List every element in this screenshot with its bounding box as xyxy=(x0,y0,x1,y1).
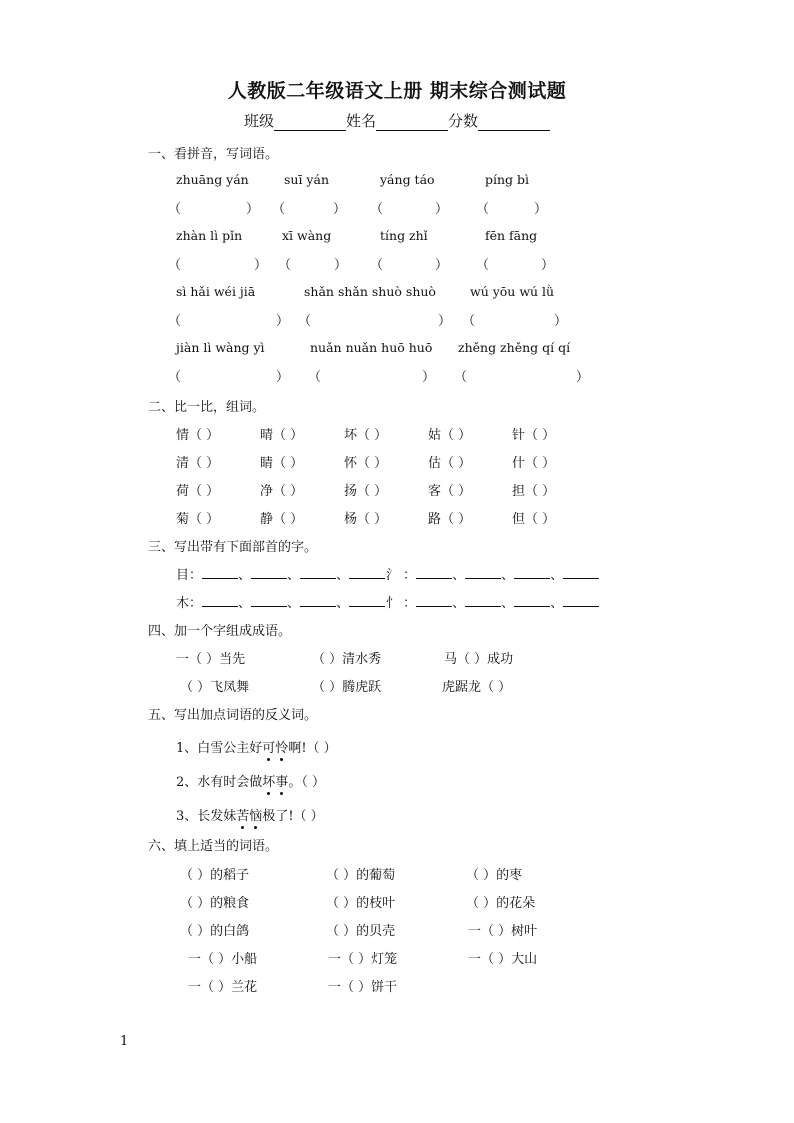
compare-item[interactable] xyxy=(176,508,219,527)
radical: 木 xyxy=(176,596,190,611)
pinyin: sì hǎi wéi jiā xyxy=(176,284,256,299)
answer-blank[interactable]: （ ） xyxy=(441,512,472,527)
fill-item[interactable]: （ ）的白鸽 xyxy=(180,924,250,939)
pinyin: zhěng zhěng qí qí xyxy=(458,340,571,355)
compare-char: 担 xyxy=(512,484,526,499)
answer-blank[interactable]: （ ） xyxy=(357,428,388,443)
score-blank[interactable] xyxy=(478,116,550,131)
compare-item[interactable] xyxy=(428,480,471,499)
answer-line[interactable] xyxy=(202,566,238,579)
fill-item[interactable]: （ ）的贝壳 xyxy=(326,924,396,939)
answer-line[interactable] xyxy=(300,566,336,579)
answer-line[interactable] xyxy=(251,566,287,579)
pinyin: xī wàng xyxy=(282,228,332,243)
compare-item[interactable] xyxy=(260,508,303,527)
name-blank[interactable] xyxy=(376,116,448,131)
answer-blank[interactable]: （ xyxy=(370,202,384,217)
answer-line[interactable] xyxy=(416,594,452,607)
compare-char: 姑 xyxy=(428,428,442,443)
answer-blank[interactable]: ） xyxy=(276,370,290,385)
idiom-item[interactable]: （ ）腾虎跃 xyxy=(312,680,382,695)
dotted-char: 可 xyxy=(262,741,276,756)
answer-line[interactable] xyxy=(514,566,550,579)
answer-line[interactable] xyxy=(349,594,385,607)
class-label: 班级 xyxy=(243,112,274,130)
dotted-char: 恼 xyxy=(249,809,263,824)
item-text: 。（ ） xyxy=(288,775,325,790)
answer-blank[interactable]: （ ） xyxy=(525,428,556,443)
compare-char: 菊 xyxy=(176,512,190,527)
answer-blank[interactable]: （ ） xyxy=(273,484,304,499)
compare-char: 清 xyxy=(176,456,190,471)
compare-item[interactable] xyxy=(176,424,219,443)
idiom-item[interactable]: （ ）飞凤舞 xyxy=(180,680,250,695)
radical: 氵 xyxy=(386,568,400,583)
item-text: 2、水有时会做 xyxy=(176,775,263,790)
pinyin: zhàn lì pǐn xyxy=(176,228,243,243)
answer-blank[interactable]: ） xyxy=(254,258,268,273)
answer-line[interactable] xyxy=(465,566,501,579)
answer-blank[interactable]: （ xyxy=(168,314,182,329)
radical-row: 氵 ： 、 、 、 xyxy=(386,564,599,583)
section-2-heading: 二、比一比，组词。 xyxy=(148,400,266,415)
fill-item[interactable]: 一（ ）大山 xyxy=(468,952,538,967)
item-text: 3、长发妹 xyxy=(176,809,237,824)
class-blank[interactable] xyxy=(274,116,346,131)
fill-item[interactable]: 一（ ）饼干 xyxy=(328,980,398,995)
idiom-item[interactable]: 虎踞龙（ ） xyxy=(442,680,512,695)
answer-blank[interactable]: （ xyxy=(462,314,476,329)
answer-blank[interactable]: （ ） xyxy=(273,512,304,527)
item-text: 极了!（ ） xyxy=(262,809,324,824)
radical-row: 忄 ： 、 、 、 xyxy=(386,592,599,611)
compare-item[interactable] xyxy=(344,480,387,499)
compare-char: 怀 xyxy=(344,456,358,471)
radical: 目 xyxy=(176,568,190,583)
pinyin: fēn fāng xyxy=(485,228,538,243)
pinyin: nuǎn nuǎn huō huō xyxy=(310,340,433,355)
answer-line[interactable] xyxy=(416,566,452,579)
dotted-char: 苦 xyxy=(236,809,250,824)
compare-char: 静 xyxy=(260,512,274,527)
answer-blank[interactable]: （ ） xyxy=(273,456,304,471)
compare-char: 杨 xyxy=(344,512,358,527)
answer-blank[interactable]: ） xyxy=(246,202,260,217)
page-title: 人教版二年级语文上册 期末综合测试题 xyxy=(227,80,567,102)
compare-char: 什 xyxy=(512,456,526,471)
answer-blank[interactable]: （ ） xyxy=(525,512,556,527)
fill-item[interactable]: 一（ ）小船 xyxy=(188,952,258,967)
answer-blank[interactable]: ） xyxy=(276,314,290,329)
fill-item[interactable]: （ ）的花朵 xyxy=(466,896,536,911)
answer-blank[interactable]: （ xyxy=(298,314,312,329)
radical: 忄 xyxy=(386,596,400,611)
answer-blank[interactable]: （ ） xyxy=(357,512,388,527)
score-label: 分数 xyxy=(448,112,479,130)
answer-line[interactable] xyxy=(349,566,385,579)
item-text: 啊!（ ） xyxy=(288,741,337,756)
answer-blank[interactable]: （ xyxy=(308,370,322,385)
answer-blank[interactable]: ） xyxy=(422,370,436,385)
answer-blank[interactable]: （ xyxy=(168,258,182,273)
answer-line[interactable] xyxy=(465,594,501,607)
answer-blank[interactable]: （ ） xyxy=(441,484,472,499)
compare-char: 晴 xyxy=(260,428,274,443)
compare-item[interactable] xyxy=(260,452,303,471)
answer-blank[interactable]: （ xyxy=(168,202,182,217)
item-text: 1、白雪公主好 xyxy=(176,741,263,756)
fill-item[interactable]: （ ）的粮食 xyxy=(180,896,250,911)
dotted-char: 坏 xyxy=(262,775,276,790)
pinyin: wú yōu wú lǜ xyxy=(470,284,555,299)
compare-char: 估 xyxy=(428,456,442,471)
compare-item[interactable] xyxy=(344,508,387,527)
compare-item[interactable] xyxy=(260,424,303,443)
idiom-item[interactable]: 马（ ）成功 xyxy=(444,652,514,667)
answer-line[interactable] xyxy=(514,594,550,607)
compare-char: 净 xyxy=(260,484,274,499)
fill-item[interactable]: 一（ ）树叶 xyxy=(468,924,538,939)
answer-blank[interactable]: （ ） xyxy=(441,428,472,443)
answer-blank[interactable]: ） xyxy=(438,314,452,329)
radical-row: 目： 、 、 、 xyxy=(176,564,385,583)
answer-blank[interactable]: （ ） xyxy=(273,428,304,443)
compare-char: 睛 xyxy=(260,456,274,471)
section-5-heading: 五、写出加点词语的反义词。 xyxy=(148,708,318,723)
section-6-heading: 六、填上适当的词语。 xyxy=(148,839,279,854)
answer-line[interactable] xyxy=(563,594,599,607)
answer-blank[interactable]: （ ） xyxy=(189,512,220,527)
antonym-item[interactable] xyxy=(176,737,337,756)
fill-item[interactable]: （ ）的稻子 xyxy=(180,868,250,883)
answer-blank[interactable]: （ ） xyxy=(189,484,220,499)
compare-item[interactable] xyxy=(428,508,471,527)
answer-line[interactable] xyxy=(202,594,238,607)
compare-item[interactable] xyxy=(176,452,219,471)
answer-blank[interactable]: ） xyxy=(333,202,347,217)
section-4-heading: 四、加一个字组成成语。 xyxy=(148,624,292,639)
compare-item[interactable] xyxy=(512,452,555,471)
section-3-heading: 三、写出带有下面部首的字。 xyxy=(148,540,318,555)
antonym-item[interactable] xyxy=(176,771,325,790)
compare-char: 坏 xyxy=(344,428,358,443)
answer-blank[interactable]: ） xyxy=(541,258,555,273)
pinyin: jiàn lì wàng yì xyxy=(176,340,265,355)
compare-item[interactable] xyxy=(512,424,555,443)
fill-item[interactable]: （ ）的枝叶 xyxy=(326,896,396,911)
antonym-item[interactable] xyxy=(176,805,324,824)
answer-blank[interactable]: （ xyxy=(370,258,384,273)
compare-item[interactable] xyxy=(344,424,387,443)
compare-char: 针 xyxy=(512,428,526,443)
answer-blank[interactable]: （ ） xyxy=(525,456,556,471)
compare-item[interactable] xyxy=(176,480,219,499)
radical-row: 木： 、 、 、 xyxy=(176,592,385,611)
compare-item[interactable] xyxy=(260,480,303,499)
dotted-char: 事 xyxy=(275,775,289,790)
answer-blank[interactable]: ） xyxy=(435,202,449,217)
answer-blank[interactable]: （ xyxy=(272,202,286,217)
idiom-item[interactable]: 一（ ）当先 xyxy=(176,652,246,667)
answer-blank[interactable]: ） xyxy=(435,258,449,273)
compare-char: 扬 xyxy=(344,484,358,499)
fill-item[interactable]: （ ）的葡萄 xyxy=(326,868,396,883)
answer-blank[interactable]: （ ） xyxy=(525,484,556,499)
answer-blank[interactable]: ） xyxy=(334,258,348,273)
student-info-line xyxy=(0,110,794,131)
pinyin: píng bì xyxy=(485,172,530,187)
answer-line[interactable] xyxy=(251,594,287,607)
answer-blank[interactable]: （ ） xyxy=(189,456,220,471)
name-label: 姓名 xyxy=(345,112,376,130)
answer-blank[interactable]: ） xyxy=(576,370,590,385)
answer-blank[interactable]: ） xyxy=(534,202,548,217)
answer-blank[interactable]: （ ） xyxy=(357,484,388,499)
fill-item[interactable]: 一（ ）灯笼 xyxy=(328,952,398,967)
pinyin: shǎn shǎn shuò shuò xyxy=(304,284,436,299)
answer-blank[interactable]: （ xyxy=(278,258,292,273)
answer-blank[interactable]: （ ） xyxy=(357,456,388,471)
compare-item[interactable] xyxy=(512,480,555,499)
answer-line[interactable] xyxy=(563,566,599,579)
answer-blank[interactable]: （ xyxy=(168,370,182,385)
pinyin: yáng táo xyxy=(380,172,435,187)
answer-line[interactable] xyxy=(300,594,336,607)
dotted-char: 怜 xyxy=(275,741,289,756)
compare-char: 路 xyxy=(428,512,442,527)
compare-item[interactable] xyxy=(512,508,555,527)
compare-item[interactable] xyxy=(428,424,471,443)
fill-item[interactable]: 一（ ）兰花 xyxy=(188,980,258,995)
compare-char: 荷 xyxy=(176,484,190,499)
answer-blank[interactable]: （ ） xyxy=(441,456,472,471)
answer-blank[interactable]: （ xyxy=(476,202,490,217)
section-1-heading: 一、看拼音，写词语。 xyxy=(148,147,279,162)
pinyin: tíng zhǐ xyxy=(380,228,428,243)
answer-blank[interactable]: （ xyxy=(476,258,490,273)
answer-blank[interactable]: （ ） xyxy=(189,428,220,443)
compare-char: 但 xyxy=(512,512,526,527)
answer-blank[interactable]: ） xyxy=(554,314,568,329)
compare-item[interactable] xyxy=(428,452,471,471)
compare-char: 情 xyxy=(176,428,190,443)
pinyin: zhuāng yán xyxy=(176,172,249,187)
compare-char: 客 xyxy=(428,484,442,499)
pinyin: suī yán xyxy=(284,172,330,187)
fill-item[interactable]: （ ）的枣 xyxy=(466,868,523,883)
answer-blank[interactable]: （ xyxy=(454,370,468,385)
page-number: 1 xyxy=(120,1034,129,1049)
idiom-item[interactable]: （ ）清水秀 xyxy=(312,652,382,667)
compare-item[interactable] xyxy=(344,452,387,471)
